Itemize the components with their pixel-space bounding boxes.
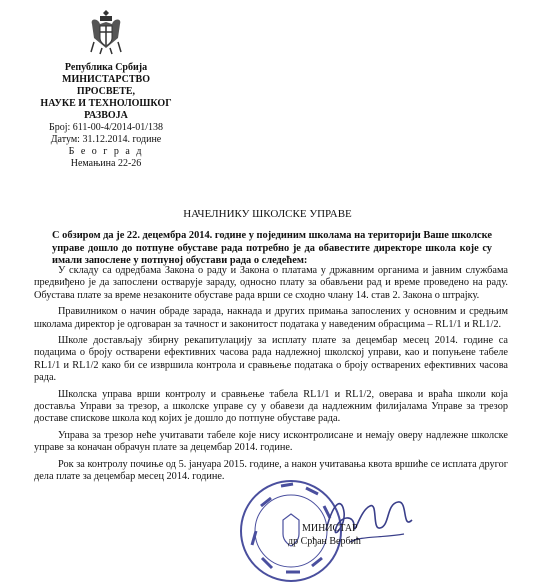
letterhead: [36, 62, 176, 170]
ministry-name-line1: МИНИСТАРСТВО ПРОСВЕТЕ,: [62, 74, 150, 97]
coat-of-arms-icon: [88, 8, 124, 56]
city: Б е о г р а д: [68, 146, 144, 157]
document-number: Број: 611-00-4/2014-01/138: [49, 122, 163, 133]
document-date: Датум: 31.12.2014. године: [50, 134, 162, 145]
signatory-title: МИНИСТАР: [302, 523, 358, 534]
body-paragraph: Рок за контролу почиње од 5. јануара 2015. године, а након учитавања квота вршиће се исплата другог дела плате за децембар месец 2014. године.: [34, 458, 508, 483]
street-address: Немањина 22-26: [70, 158, 142, 169]
ministry-name-line2: НАУКЕ И ТЕХНОЛОШКОГ: [40, 98, 172, 109]
signature-block: [288, 522, 361, 548]
body-paragraph: У складу са одредбама Закона о раду и Закона о платама у државним органима и јавним службама предвиђено је да запослени остварује зараду, односно плату за обављени рад и време проведено на раду. Обуставa плате за време незаконите обуставе рада врши се сходно члану 14. став 2. Закона о штрајку.: [34, 265, 508, 301]
signatory-name: др Срђан Вербић: [288, 536, 361, 547]
body-paragraph: Школе достављају збирну рекапитулацију за исплату плате за децембар месец 2014. године са подацима о броју остварени ефективних часова рада надлежној школској управи, као и попуњене табеле RL1/1 и RL1/2 како би се извршила контрола и сравњење података о броју остварених ефективних часова рада.: [34, 335, 508, 384]
body-paragraph: Правилником о начин обраде зарада, накнада и других примања запослених у основним и средњим школама директор је одговаран за тачност и законитост података у наведеним обрасцима – RL1/1 и RL1/2.: [34, 306, 508, 330]
intro-paragraph: С обзиром да је 22. децембра 2014. године у појединим школама на територији Ваше школске управе дошло до потпуне обуставе рада потребно је да обавестите директоре школа које су имали запослене у потпуној обустави рада о следећем:: [52, 230, 492, 266]
letter-body: [34, 265, 508, 488]
body-paragraph: Управа за трезор неће учитавати табеле које нису исконтролисане и немају оверу надлежне школске управе за коначан обрачун плате за децембар 2014. године.: [34, 429, 508, 454]
addressee: НАЧЕЛНИКУ ШКОЛСКЕ УПРАВЕ: [183, 208, 352, 220]
ministry-name-line3: РАЗВОЈА: [84, 110, 128, 121]
body-paragraph: Школска управа врши контролу и сравњење табела RL1/1 и RL1/2, оверава и враћа школи која доставља Управи за трезор, а школске управе су у обавези да надлежним филијалама Управе за трезор доставе списковe школа код којих је дошло до потпуне обуставе рада.: [34, 388, 508, 425]
republic-name: Република Србија: [64, 62, 148, 73]
